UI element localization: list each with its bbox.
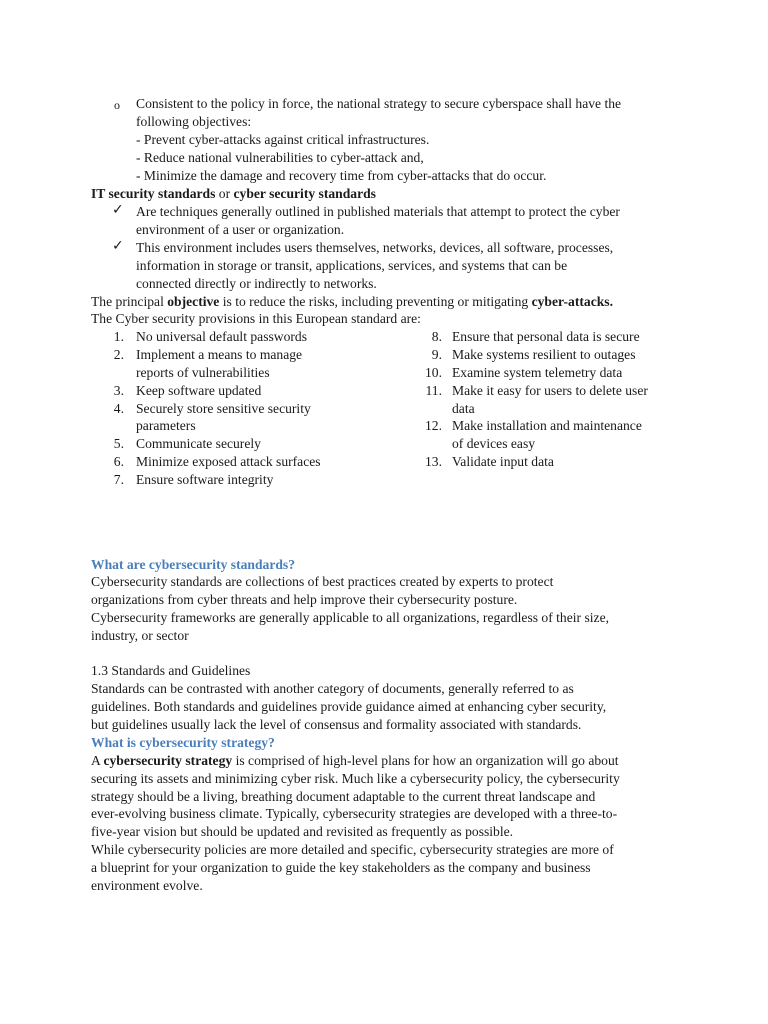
list-number: 13. xyxy=(425,454,442,469)
cybersecurity-strategy-term: cybersecurity strategy xyxy=(103,753,233,768)
paragraph-line: Standards can be contrasted with another category of documents, generally referred to as xyxy=(91,681,574,696)
list-number: 5. xyxy=(113,436,124,451)
list-number: 7. xyxy=(113,472,124,487)
it-standards-point-line: connected directly or indirectly to networks. xyxy=(136,276,377,291)
paragraph-line: five-year vision but should be updated and revisited as frequently as possible. xyxy=(91,824,514,839)
paragraph-line: ever-evolving business climate. Typically, cybersecurity strategies are developed with a three-to- xyxy=(91,806,618,821)
list-number: 12. xyxy=(425,418,442,433)
objectives-intro-line-2: following objectives: xyxy=(136,114,252,129)
provision-item: Minimize exposed attack surfaces xyxy=(136,454,321,469)
section-heading-standards: What are cybersecurity standards? xyxy=(91,557,296,572)
it-standards-heading xyxy=(91,185,376,203)
objective-item: - Minimize the damage and recovery time from cyber-attacks that do occur. xyxy=(136,168,547,183)
cyber-attacks-term: cyber-attacks. xyxy=(531,294,613,309)
it-standards-point-line: Are techniques generally outlined in published materials that attempt to protect the cyber xyxy=(136,204,620,219)
connector-text: or xyxy=(215,186,234,201)
paragraph-line xyxy=(91,752,619,770)
objective-term: objective xyxy=(167,294,220,309)
list-number: 3. xyxy=(113,383,124,398)
provision-item: reports of vulnerabilities xyxy=(136,365,270,380)
objectives-intro-line-1: Consistent to the policy in force, the national strategy to secure cyberspace shall have the xyxy=(136,96,622,111)
paragraph-line: guidelines. Both standards and guidelines provide guidance aimed at enhancing cyber security, xyxy=(91,699,607,714)
list-number: 9. xyxy=(431,347,442,362)
paragraph-line: but guidelines usually lack the level of consensus and formality associated with standards. xyxy=(91,717,582,732)
provision-item: Communicate securely xyxy=(136,436,261,451)
section-title-guidelines: 1.3 Standards and Guidelines xyxy=(91,663,251,678)
checkmark-icon: ✓ xyxy=(112,202,124,218)
it-standards-term: IT security standards xyxy=(91,186,216,201)
provision-item: Examine system telemetry data xyxy=(452,365,623,380)
provision-item: data xyxy=(452,401,475,416)
section-heading-strategy: What is cybersecurity strategy? xyxy=(91,735,275,750)
provisions-intro: The Cyber security provisions in this European standard are: xyxy=(91,311,421,326)
objective-item: - Prevent cyber-attacks against critical infrastructures. xyxy=(136,132,430,147)
list-number: 10. xyxy=(425,365,442,380)
principal-objective-sentence xyxy=(91,293,613,311)
it-standards-point-line: This environment includes users themselves, networks, devices, all software, processes, xyxy=(136,240,614,255)
list-number: 8. xyxy=(431,329,442,344)
paragraph-line: Cybersecurity frameworks are generally applicable to all organizations, regardless of their size, xyxy=(91,610,609,625)
list-number: 2. xyxy=(113,347,124,362)
list-number: 6. xyxy=(113,454,124,469)
strategy-text: A xyxy=(91,753,104,768)
provision-item: Make systems resilient to outages xyxy=(452,347,636,362)
provision-item: Ensure software integrity xyxy=(136,472,274,487)
hollow-bullet-icon: o xyxy=(114,98,120,112)
principal-text: is to reduce the risks, including preventing or mitigating xyxy=(219,294,532,309)
paragraph-line: securing its assets and minimizing cyber risk. Much like a cybersecurity policy, the cybersecurity xyxy=(91,771,620,786)
provision-item: parameters xyxy=(136,418,196,433)
paragraph-line: industry, or sector xyxy=(91,628,189,643)
principal-text: The principal xyxy=(91,294,168,309)
it-standards-point-line: information in storage or transit, applications, services, and systems that can be xyxy=(136,258,568,273)
checkmark-icon: ✓ xyxy=(112,238,124,254)
provision-item: Implement a means to manage xyxy=(136,347,303,362)
paragraph-line: strategy should be a living, breathing document adaptable to the current threat landscape and xyxy=(91,789,596,804)
paragraph-line: While cybersecurity policies are more detailed and specific, cybersecurity strategies are more of xyxy=(91,842,614,857)
provision-item: Make it easy for users to delete user xyxy=(452,383,648,398)
paragraph-line: a blueprint for your organization to guide the key stakeholders as the company and business xyxy=(91,860,591,875)
paragraph-line: organizations from cyber threats and help improve their cybersecurity posture. xyxy=(91,592,518,607)
objective-item: - Reduce national vulnerabilities to cyber-attack and, xyxy=(136,150,424,165)
provision-item: Validate input data xyxy=(452,454,554,469)
provision-item: of devices easy xyxy=(452,436,536,451)
provision-item: Make installation and maintenance xyxy=(452,418,642,433)
list-number: 1. xyxy=(113,329,124,344)
cyber-standards-term: cyber security standards xyxy=(233,186,376,201)
provision-item: Keep software updated xyxy=(136,383,262,398)
strategy-text: is comprised of high-level plans for how an organization will go about xyxy=(232,753,619,768)
provision-item: Securely store sensitive security xyxy=(136,401,311,416)
paragraph-line: environment evolve. xyxy=(91,878,203,893)
paragraph-line: Cybersecurity standards are collections of best practices created by experts to protect xyxy=(91,574,554,589)
provision-item: Ensure that personal data is secure xyxy=(452,329,640,344)
provision-item: No universal default passwords xyxy=(136,329,308,344)
it-standards-point-line: environment of a user or organization. xyxy=(136,222,345,237)
list-number: 4. xyxy=(113,401,124,416)
list-number: 11. xyxy=(425,383,442,398)
